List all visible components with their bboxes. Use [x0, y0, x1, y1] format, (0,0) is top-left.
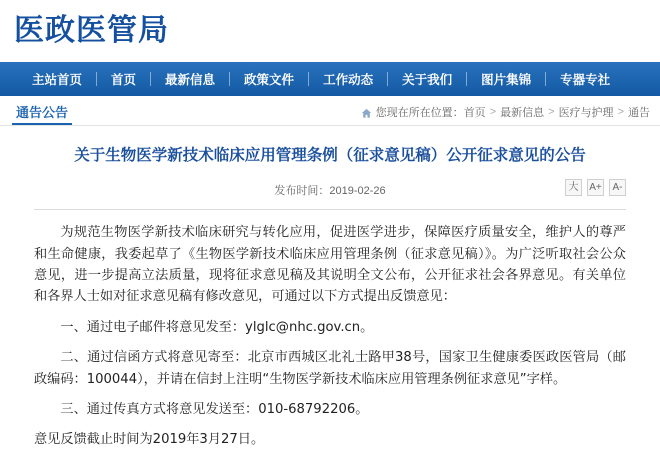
- nav-item-4[interactable]: 工作动态: [323, 73, 374, 87]
- site-header: [0, 0, 660, 62]
- section-bar: [0, 96, 660, 126]
- article: [0, 126, 660, 451]
- article-paragraph-0: 为规范生物医学新技术临床研究与转化应用，促进医学进步，保障医疗质量安全，维护人的尊严和生命健康，我委起草了《生物医学新技术临床应用管理条例（征求意见稿）》。为广泛听取社会公众意见，进一步提高立法质量，现将征求意见稿及其说明全文公布，公开征求社会各界意见。有关单位和各界人士如对征求意见稿有修改意见，可通过以下方式提出反馈意见：: [34, 225, 626, 305]
- nav-item-3[interactable]: 政策文件: [244, 73, 295, 87]
- breadcrumb-item-0[interactable]: 首页: [463, 107, 486, 119]
- nav-item-1[interactable]: 首页: [111, 73, 137, 87]
- nav-item-7[interactable]: 专器专社: [560, 73, 611, 87]
- publish-label: 发布时间：: [274, 185, 330, 198]
- site-logo: 医政医管局: [14, 13, 169, 48]
- breadcrumb-separator: >: [489, 106, 497, 118]
- article-divider: [34, 209, 626, 210]
- breadcrumb-item-1[interactable]: 最新信息: [500, 107, 545, 119]
- nav-item-5[interactable]: 关于我们: [402, 73, 453, 87]
- nav-item-2[interactable]: 最新信息: [165, 73, 216, 87]
- font-size-default-button[interactable]: 大: [565, 179, 582, 196]
- article-paragraph-2: 二、通过信函方式将意见寄至：北京市西城区北礼士路甲38号，国家卫生健康委医政医管局（邮政编码：100044），并请在信封上注明“生物医学新技术临床应用管理条例征求意见”字样。: [34, 350, 626, 387]
- breadcrumb-location-label: 您现在所在位置：: [375, 107, 464, 119]
- breadcrumb: [361, 104, 650, 125]
- article-meta: [34, 181, 626, 203]
- breadcrumb-separator: >: [617, 106, 624, 118]
- breadcrumb-separator: >: [548, 106, 555, 118]
- article-body: [34, 222, 626, 450]
- home-icon: [361, 108, 372, 119]
- main-navigation: [0, 62, 660, 96]
- article-title: 关于生物医学新技术临床应用管理条例（征求意见稿）公开征求意见的公告: [74, 146, 586, 164]
- nav-item-6[interactable]: 图片集锦: [481, 73, 532, 87]
- article-paragraph-3: 三、通过传真方式将意见发送至：010-68792206。: [60, 401, 369, 417]
- font-size-decrease-button[interactable]: A-: [609, 179, 626, 196]
- font-size-tools: [565, 179, 626, 196]
- nav-item-0[interactable]: 主站首页: [32, 73, 83, 87]
- breadcrumb-item-2[interactable]: 医疗与护理: [558, 107, 614, 119]
- publish-date: 2019-02-26: [329, 185, 386, 198]
- breadcrumb-item-3[interactable]: 通告: [628, 107, 650, 119]
- section-title: 通告公告: [12, 106, 72, 125]
- font-size-increase-button[interactable]: A+: [587, 179, 604, 196]
- article-paragraph-4: 意见反馈截止时间为2019年3月27日。: [34, 432, 265, 448]
- article-paragraph-1: 一、通过电子邮件将意见发至：ylglc@nhc.gov.cn。: [60, 319, 374, 335]
